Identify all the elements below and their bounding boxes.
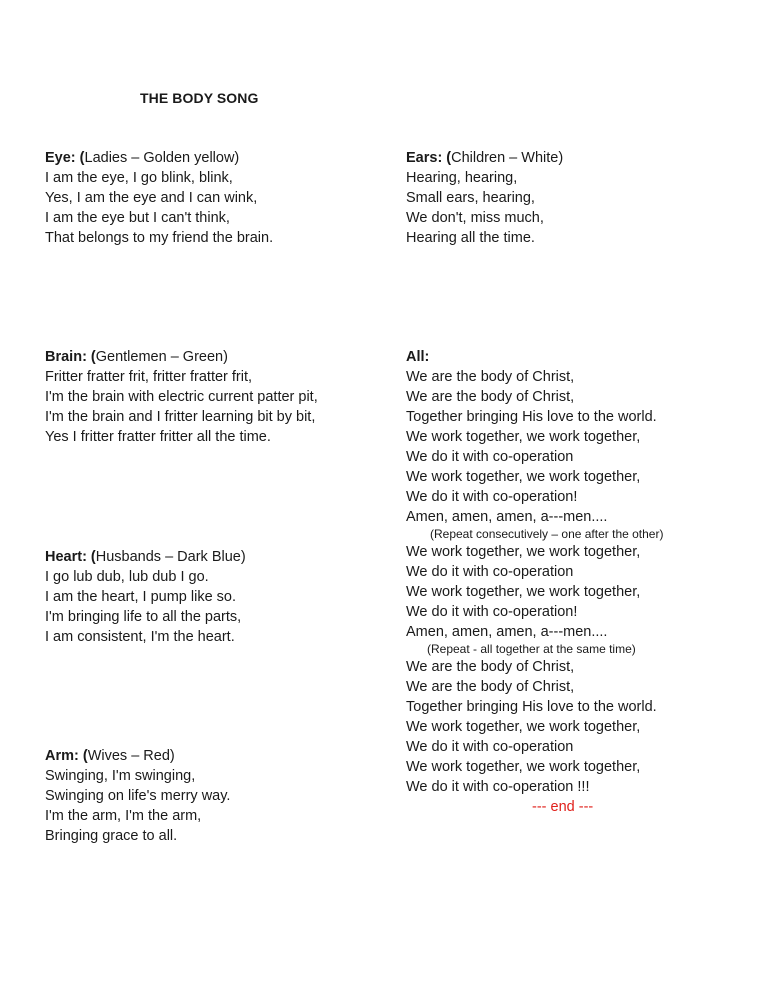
lyric-line: I'm the brain and I fritter learning bit by bit, [45, 409, 316, 425]
part-label: Arm: ( [45, 748, 88, 764]
lyric-line: Together bringing His love to the world. [406, 409, 657, 425]
lyric-line: Hearing all the time. [406, 230, 535, 246]
part-group: Gentlemen – Green) [95, 349, 228, 365]
verse-heading [406, 148, 563, 168]
lyric-line: I'm bringing life to all the parts, [45, 609, 242, 625]
lyric-line: We don't, miss much, [406, 210, 544, 226]
lyric-line: I am consistent, I'm the heart. [45, 629, 235, 645]
lyric-line: We work together, we work together, [406, 544, 641, 560]
lyric-line: Amen, amen, amen, a---men.... [406, 624, 608, 640]
part-label: Brain: ( [45, 349, 96, 365]
lyric-line: We work together, we work together, [406, 759, 641, 775]
lyric-line: We are the body of Christ, [406, 369, 575, 385]
verse-heading [45, 347, 318, 367]
lyric-line: We do it with co-operation [406, 739, 574, 755]
part-group: Husbands – Dark Blue) [95, 549, 246, 565]
lyric-line: We work together, we work together, [406, 719, 641, 735]
lyric-line: We do it with co-operation! [406, 489, 578, 505]
verse-heart [45, 547, 246, 647]
lyric-line: I'm the arm, I'm the arm, [45, 808, 202, 824]
lyric-line: Bringing grace to all. [45, 828, 178, 844]
verse-heading [406, 347, 663, 367]
lyric-line: We work together, we work together, [406, 469, 641, 485]
lyric-line: We are the body of Christ, [406, 389, 575, 405]
song-title: THE BODY SONG [140, 90, 259, 106]
repeat-note: (Repeat consecutively – one after the other) [430, 527, 664, 541]
lyric-line: Hearing, hearing, [406, 170, 518, 186]
lyric-line: Yes, I am the eye and I can wink, [45, 190, 258, 206]
part-group: Wives – Red) [87, 748, 175, 764]
lyric-line: We work together, we work together, [406, 584, 641, 600]
part-label: Eye: ( [45, 150, 85, 166]
lyric-line: Small ears, hearing, [406, 190, 535, 206]
lyric-line: I go lub dub, lub dub I go. [45, 569, 209, 585]
verse-brain [45, 347, 318, 447]
lyric-line: We do it with co-operation !!! [406, 779, 590, 795]
verse-heading [45, 746, 230, 766]
lyric-line: Fritter fratter frit, fritter fratter frit, [45, 369, 253, 385]
part-group: Ladies – Golden yellow) [84, 150, 240, 166]
lyric-line: Swinging on life's merry way. [45, 788, 231, 804]
lyric-line: We are the body of Christ, [406, 659, 575, 675]
verse-heading [45, 547, 246, 567]
verse-heading [45, 148, 273, 168]
end-marker: --- end --- [532, 799, 594, 815]
lyric-line: Swinging, I'm swinging, [45, 768, 196, 784]
verse-ears [406, 148, 563, 248]
lyric-line: We do it with co-operation [406, 449, 574, 465]
lyric-line: I am the eye but I can't think, [45, 210, 230, 226]
lyric-line: We work together, we work together, [406, 429, 641, 445]
verse-all [406, 347, 663, 817]
lyric-line: I'm the brain with electric current patter pit, [45, 389, 318, 405]
part-label: All: [406, 349, 430, 365]
lyric-line: We are the body of Christ, [406, 679, 575, 695]
repeat-note: (Repeat - all together at the same time) [427, 642, 636, 656]
lyric-line: We do it with co-operation [406, 564, 574, 580]
part-label: Heart: ( [45, 549, 96, 565]
lyric-line: I am the eye, I go blink, blink, [45, 170, 233, 186]
lyric-line: Together bringing His love to the world. [406, 699, 657, 715]
lyric-line: That belongs to my friend the brain. [45, 230, 274, 246]
part-label: Ears: ( [406, 150, 452, 166]
lyric-line: Yes I fritter fratter fritter all the time. [45, 429, 271, 445]
lyric-line: Amen, amen, amen, a---men.... [406, 509, 608, 525]
verse-eye [45, 148, 273, 248]
lyric-line: We do it with co-operation! [406, 604, 578, 620]
verse-arm [45, 746, 230, 846]
lyric-line: I am the heart, I pump like so. [45, 589, 237, 605]
part-group: Children – White) [451, 150, 564, 166]
